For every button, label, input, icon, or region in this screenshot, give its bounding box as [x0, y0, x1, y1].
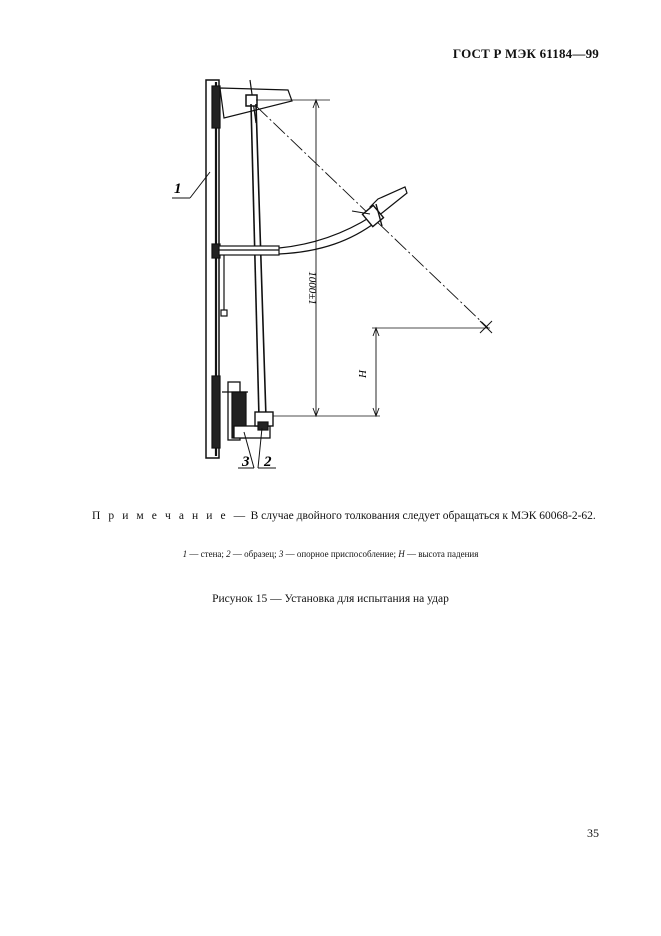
page-number: 35 [587, 826, 599, 840]
label-wall: 1 [174, 181, 182, 197]
legend-num-3: 3 [278, 549, 284, 559]
legend-desc-3: — опорное приспособление; [283, 549, 399, 559]
legend-num-h: H [398, 549, 405, 559]
legend-desc-2: — образец; [230, 549, 279, 559]
note-prefix: П р и м е ч а н и е — [92, 510, 248, 522]
bottom-mount-block [212, 376, 220, 448]
legend-desc-h: — высота падения [404, 549, 479, 559]
label-support: 3 [242, 454, 250, 470]
figure-caption: Рисунок 15 — Установка для испытания на удар [212, 593, 449, 605]
legend-num-1: 1 [182, 549, 188, 559]
legend-desc-1: — стена; [187, 549, 227, 559]
top-mount-block [212, 86, 220, 128]
figure-legend [0, 549, 661, 559]
note-text: В случае двойного толкования следует обращаться к МЭК 60068-2-62. [250, 510, 596, 522]
dimension-length-label: 1000±1 [306, 271, 318, 305]
dimension-height-label: H [357, 370, 369, 378]
note-paragraph [92, 510, 596, 522]
curved-arm [279, 216, 372, 248]
legend-num-2: 2 [226, 549, 231, 559]
standard-header: ГОСТ Р МЭК 61184—99 [452, 46, 599, 61]
label-sample: 2 [264, 454, 272, 470]
